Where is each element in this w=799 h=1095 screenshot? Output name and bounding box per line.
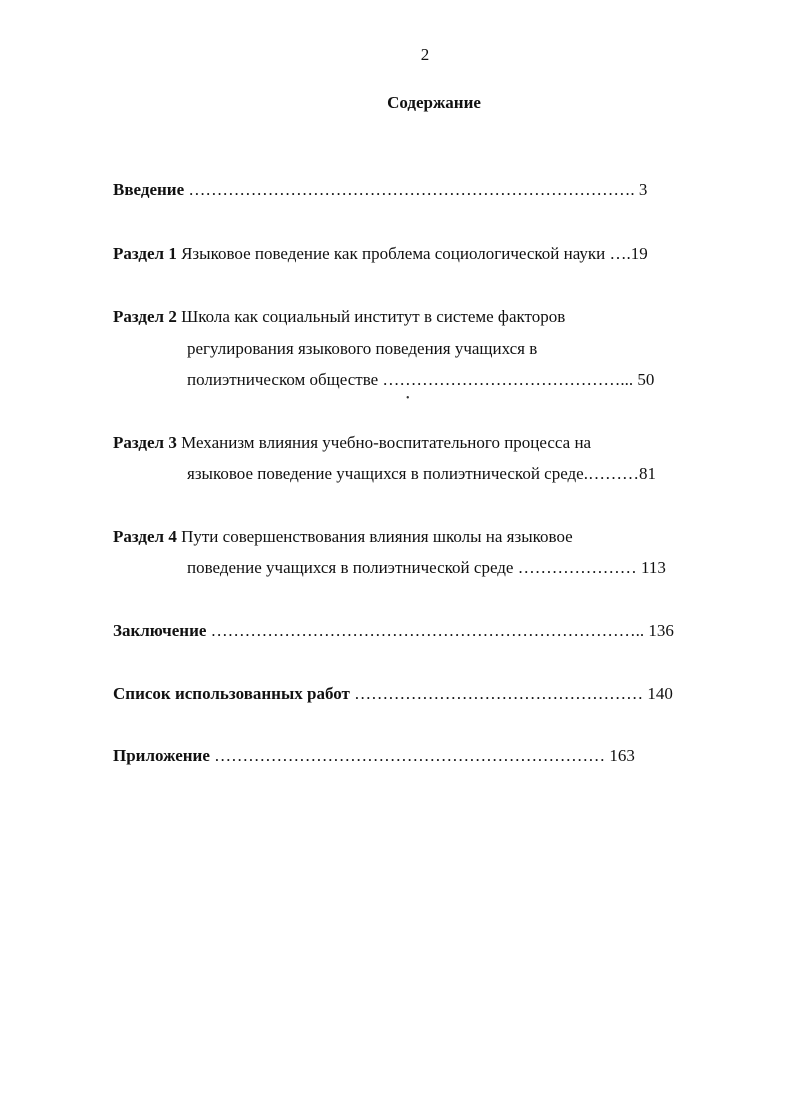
toc-leader: …………………………………………………………… 163 xyxy=(209,746,635,765)
toc-label: Раздел 3 xyxy=(113,433,177,452)
toc-entry-conclusion[interactable] xyxy=(113,621,674,641)
page-title: Содержание xyxy=(387,93,481,112)
toc-leader: ………………………………………………………………….. 136 xyxy=(206,621,674,640)
toc-leader: …………………………………………… 140 xyxy=(349,684,673,703)
toc-text-continued: поведение учащихся в полиэтнической среде ………………… 113 xyxy=(187,558,666,577)
toc-label: Раздел 4 xyxy=(113,527,177,546)
toc-entry-section-1[interactable] xyxy=(113,244,648,264)
toc-entry-section-4[interactable] xyxy=(113,527,573,547)
scan-speck: • xyxy=(406,393,410,404)
toc-leader: ……………………………………………………………………. 3 xyxy=(184,180,648,199)
page-number: 2 xyxy=(420,45,430,64)
toc-entry-appendix[interactable] xyxy=(113,746,635,766)
toc-text: Школа как социальный институт в системе факторов xyxy=(176,307,566,326)
toc-text: Языковое поведение как проблема социологической науки ….19 xyxy=(176,244,648,263)
toc-entry-introduction[interactable] xyxy=(113,180,647,200)
toc-text-continued: языковое поведение учащихся в полиэтнической среде.………81 xyxy=(187,464,656,483)
toc-entry-section-3[interactable] xyxy=(113,433,591,453)
toc-label: Список использованных работ xyxy=(113,684,350,703)
toc-label: Приложение xyxy=(113,746,210,765)
toc-label: Раздел 1 xyxy=(113,244,177,263)
toc-text-continued: полиэтническом обществе ……………………………………... 50 xyxy=(187,370,655,389)
toc-text-continued: регулирования языкового поведения учащихся в xyxy=(187,339,538,358)
toc-text: Пути совершенствования влияния школы на языковое xyxy=(176,527,573,546)
toc-text: Механизм влияния учебно-воспитательного процесса на xyxy=(176,433,592,452)
toc-entry-section-2[interactable] xyxy=(113,307,565,327)
toc-entry-references[interactable] xyxy=(113,684,673,704)
toc-label: Заключение xyxy=(113,621,207,640)
toc-label: Введение xyxy=(113,180,185,199)
toc-label: Раздел 2 xyxy=(113,307,177,326)
